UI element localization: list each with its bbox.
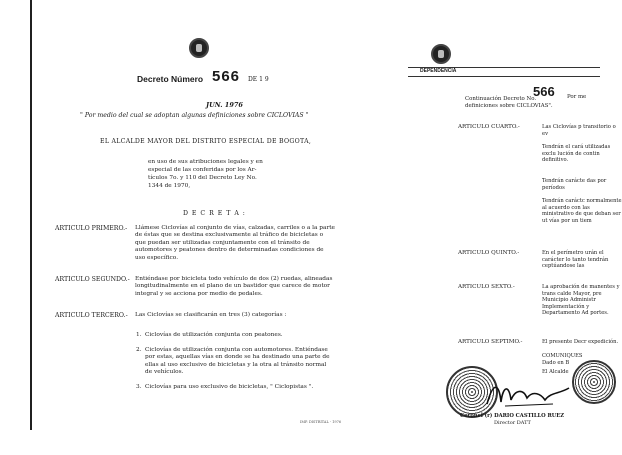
- article-label: ARTICULO SEXTO.-: [458, 284, 515, 290]
- header-divider: [408, 76, 600, 77]
- preamble-line: 1344 de 1970,: [148, 183, 191, 189]
- category-number: 2.: [136, 347, 142, 353]
- category-number: 3.: [136, 384, 142, 390]
- category-item: [136, 347, 335, 377]
- continuation-label: Continuación Decreto No.: [465, 96, 537, 102]
- category-number: 1.: [136, 332, 142, 338]
- decreta-heading: D E C R E T A :: [183, 210, 246, 217]
- article-paragraph: Tendrán caráctc normalmente al acuerdo con las ministrativo de que deban ser ut vías por un tiem: [542, 198, 622, 224]
- official-seal-stamp: [572, 360, 616, 404]
- article-label: ARTICULO PRIMERO.-: [55, 225, 128, 232]
- decree-number: 566: [212, 68, 241, 85]
- category-item: [136, 332, 335, 339]
- preamble-line: en uso de sus atribuciones legales y en: [148, 159, 263, 165]
- continuation-number: 566: [533, 84, 555, 99]
- page-left-border: [30, 0, 32, 430]
- signer-title: Director DATT: [494, 420, 531, 426]
- date-stamp: JUN. 1976: [206, 101, 243, 109]
- decree-subject: " Por medio del cual se adoptan algunas definiciones sobre CICLOVIAS ": [80, 112, 309, 119]
- article-text: Entiéndase por bicicleta todo vehículo de dos (2) ruedas, alineadas longitudinalmente en el plano de un bastidor que carece de motor integral y se acciona por medio de pedales.: [135, 276, 333, 297]
- article-label: ARTICULO SEGUNDO.-: [55, 276, 130, 283]
- category-text: Ciclovías de utilización conjunta con peatones.: [145, 332, 283, 338]
- print-footer: IMP. DISTRITAL - 1976: [300, 420, 342, 424]
- article-paragraph: COMUNIQUES: [542, 353, 583, 359]
- article-label: ARTICULO SEPTIMO.-: [458, 339, 523, 345]
- decree-page-two: [408, 0, 622, 455]
- article-paragraph: Tendrán carácte das por períodos: [542, 178, 607, 191]
- article-paragraph: Las Ciclovías p transitorio o ev: [542, 124, 616, 137]
- category-item: [136, 384, 335, 391]
- decree-date-prefix: DE 1 9: [248, 76, 269, 83]
- article-label: ARTICULO TERCERO.-: [55, 312, 128, 319]
- article-paragraph: El Alcalde: [542, 369, 569, 375]
- article-paragraph: En el perímetro urán el carácter lo tanto tendrán ceptúandose las: [542, 250, 609, 270]
- article-paragraph: La aprobación de manentes y trans calde Mayor, pre Municipio Administr Implementación y Departamento Ad portes.: [542, 284, 620, 317]
- issuing-authority: EL ALCALDE MAYOR DEL DISTRITO ESPECIAL DE BOGOTA,: [100, 138, 312, 145]
- preamble-line: especial de las conferidas por los Ar-: [148, 167, 257, 173]
- article-paragraph: Tendrán el cará utilizadas exclu lución de contin definitivo.: [542, 144, 611, 164]
- dependencia-label: DEPENDENCIA: [420, 68, 457, 74]
- signer-name: Coronel (r) DARIO CASTILLO RUEZ: [460, 413, 565, 419]
- continuation-tail: Por me: [567, 94, 587, 100]
- article-text: Las Ciclovías se clasificarán en tres (3) categorías :: [135, 312, 287, 318]
- article-paragraph: Dado en B: [542, 360, 570, 366]
- category-text: Ciclovías de utilización conjunta con automotores. Entiéndase por estas, aquellas vías en donde se ha destinado una parte de ellas al uso exclusivo de bicicletas y la otra al tránsito normal de vehículos.: [145, 347, 330, 376]
- colombia-coat-of-arms-icon: [189, 38, 209, 58]
- article-label: ARTICULO CUARTO.-: [458, 124, 520, 130]
- handwritten-signature: [483, 376, 573, 412]
- article-text: Llámese Ciclovías al conjunto de vías, calzadas, carriles o a la parte de éstas que se destina exclusivamente al tráfico de bicicletas o que puedan ser utilizadas conjuntamente con el tránsito de automotores y peatones dentro de determinadas condiciones de uso específico.: [135, 225, 335, 261]
- continuation-subject: definiciones sobre CICLOVIAS".: [465, 103, 553, 109]
- article-label: ARTICULO QUINTO.-: [458, 250, 520, 256]
- colombia-coat-of-arms-icon: [431, 44, 451, 64]
- decree-number-label: Decreto Número: [137, 74, 204, 84]
- article-paragraph: El presente Decr expedición.: [542, 339, 619, 345]
- preamble-line: tículos 7o. y 110 del Decreto Ley No.: [148, 175, 257, 181]
- category-text: Ciclovías para uso exclusivo de bicicletas, " Ciclopistas ".: [145, 384, 314, 390]
